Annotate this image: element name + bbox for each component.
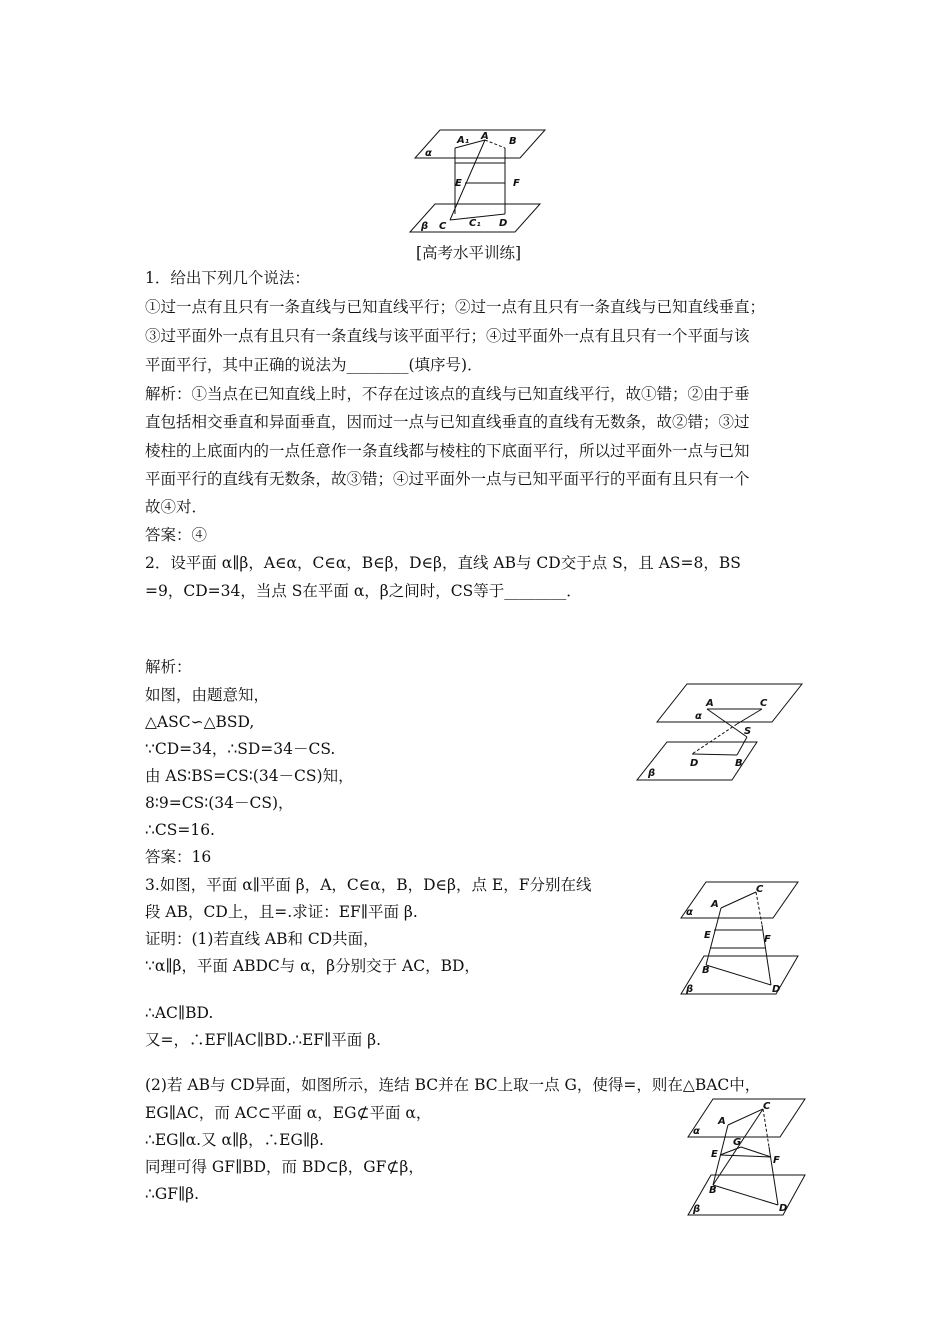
label-a: A xyxy=(706,698,714,709)
q2-answer: 答案：16 xyxy=(145,848,212,866)
label-c: C xyxy=(439,221,447,232)
figure-coplanar-case xyxy=(676,880,801,998)
label-f: F xyxy=(764,934,771,945)
label-beta: β xyxy=(648,768,656,779)
q2-step-5: 8∶9=CS∶(34－CS)， xyxy=(145,794,294,812)
q2-line-1: 2．设平面 α∥β，A∈α，C∈α，B∈β，D∈β，直线 AB与 CD交于点 S，且 AS=8，BS xyxy=(145,554,741,572)
q3-proof-3: ∴AC∥BD. xyxy=(145,1004,214,1022)
label-c: C xyxy=(756,884,764,895)
label-a1: A₁ xyxy=(457,135,470,146)
q3-proof-4: 又=，∴EF∥AC∥BD.∴EF∥平面 β. xyxy=(145,1031,382,1049)
section-caption: [高考水平训练] xyxy=(416,244,522,262)
q2-step-4: 由 AS∶BS=CS∶(34－CS)知， xyxy=(145,767,354,785)
q2-step-1: 如图，由题意知， xyxy=(145,686,270,704)
q1-answer: 答案：④ xyxy=(145,526,208,544)
q3-case2-5: ∴GF∥β. xyxy=(145,1185,200,1203)
q1-analysis-1: 解析：①当点在已知直线上时，不存在过该点的直线与已知直线平行，故①错；②由于垂 xyxy=(145,385,750,403)
label-c: C xyxy=(760,698,768,709)
q1-analysis-5: 故④对． xyxy=(145,498,208,516)
q1-line-3: 平面平行，其中正确的说法为________(填序号)． xyxy=(145,356,483,374)
label-alpha: α xyxy=(693,1126,700,1137)
figure-skew-case xyxy=(683,1097,808,1219)
q1-analysis-3: 棱柱的上底面内的一点任意作一条直线都与棱柱的下底面平行，所以过平面外一点与已知 xyxy=(145,442,750,460)
label-f: F xyxy=(513,178,520,189)
label-b: B xyxy=(735,758,743,769)
label-a: A xyxy=(718,1116,726,1127)
label-s: S xyxy=(744,726,752,737)
q2-step-2: △ASC∽△BSD, xyxy=(145,713,255,731)
q3-case2-4: 同理可得 GF∥BD，而 BD⊂β，GF⊄β， xyxy=(145,1158,424,1176)
label-g: G xyxy=(733,1137,742,1148)
label-a: A xyxy=(711,899,719,910)
q1-line-2: ③过平面外一点有且只有一条直线与该平面平行；④过平面外一点有且只有一个平面与该 xyxy=(145,327,750,345)
q1-stem: 1．给出下列几个说法： xyxy=(145,269,310,287)
label-d: D xyxy=(690,758,699,769)
label-a: A xyxy=(481,131,489,142)
q2-step-6: ∴CS=16. xyxy=(145,821,215,839)
q3-proof-2: ∵α∥β，平面 ABDC与 α，β分别交于 AC，BD， xyxy=(145,957,480,975)
q1-analysis-4: 平面平行的直线有无数条，故③错；④过平面外一点与已知平面平行的平面有且只有一个 xyxy=(145,470,750,488)
label-e: E xyxy=(455,178,462,189)
label-d: D xyxy=(772,984,781,995)
figure-prism xyxy=(405,128,550,240)
label-e: E xyxy=(704,930,711,941)
label-beta: β xyxy=(693,1204,701,1215)
label-c: C xyxy=(763,1101,771,1112)
q2-line-2: =9，CD=34，当点 S在平面 α，β之间时，CS等于________． xyxy=(145,582,582,600)
label-f: F xyxy=(773,1155,780,1166)
q1-analysis-2: 直包括相交垂直和异面垂直，因而过一点与已知直线垂直的直线有无数条，故②错；③过 xyxy=(145,413,750,431)
q2-step-3: ∵CD=34，∴SD=34－CS. xyxy=(145,740,336,758)
q3-line-1: 3.如图，平面 α∥平面 β，A，C∈α，B，D∈β，点 E，F分别在线 xyxy=(145,876,592,894)
q3-line-2: 段 AB，CD上，且=.求证：EF∥平面 β. xyxy=(145,903,418,921)
q3-proof-1: 证明：(1)若直线 AB和 CD共面， xyxy=(145,930,379,948)
label-alpha: α xyxy=(686,907,693,918)
q3-case2-3: ∴EG∥α.又 α∥β，∴EG∥β. xyxy=(145,1131,324,1149)
label-e: E xyxy=(711,1149,718,1160)
q3-case2-2: EG∥AC，而 AC⊂平面 α，EG⊄平面 α， xyxy=(145,1104,432,1122)
label-beta: β xyxy=(421,221,429,232)
label-b: B xyxy=(702,965,710,976)
label-c1: C₁ xyxy=(469,218,481,229)
label-alpha: α xyxy=(695,711,702,722)
label-b: B xyxy=(509,136,517,147)
label-alpha: α xyxy=(425,148,432,159)
label-d: D xyxy=(779,1203,788,1214)
q1-line-1: ①过一点有且只有一条直线与已知直线平行；②过一点有且只有一条直线与已知直线垂直； xyxy=(145,298,766,316)
label-beta: β xyxy=(686,984,694,995)
q3-case2-1: (2)若 AB与 CD异面，如图所示，连结 BC并在 BC上取一点 G，使得=，则在△BAC中， xyxy=(145,1076,761,1094)
label-d: D xyxy=(499,218,508,229)
q2-analysis-label: 解析： xyxy=(145,658,192,676)
figure-intersecting-lines xyxy=(632,682,807,782)
label-b: B xyxy=(709,1185,717,1196)
